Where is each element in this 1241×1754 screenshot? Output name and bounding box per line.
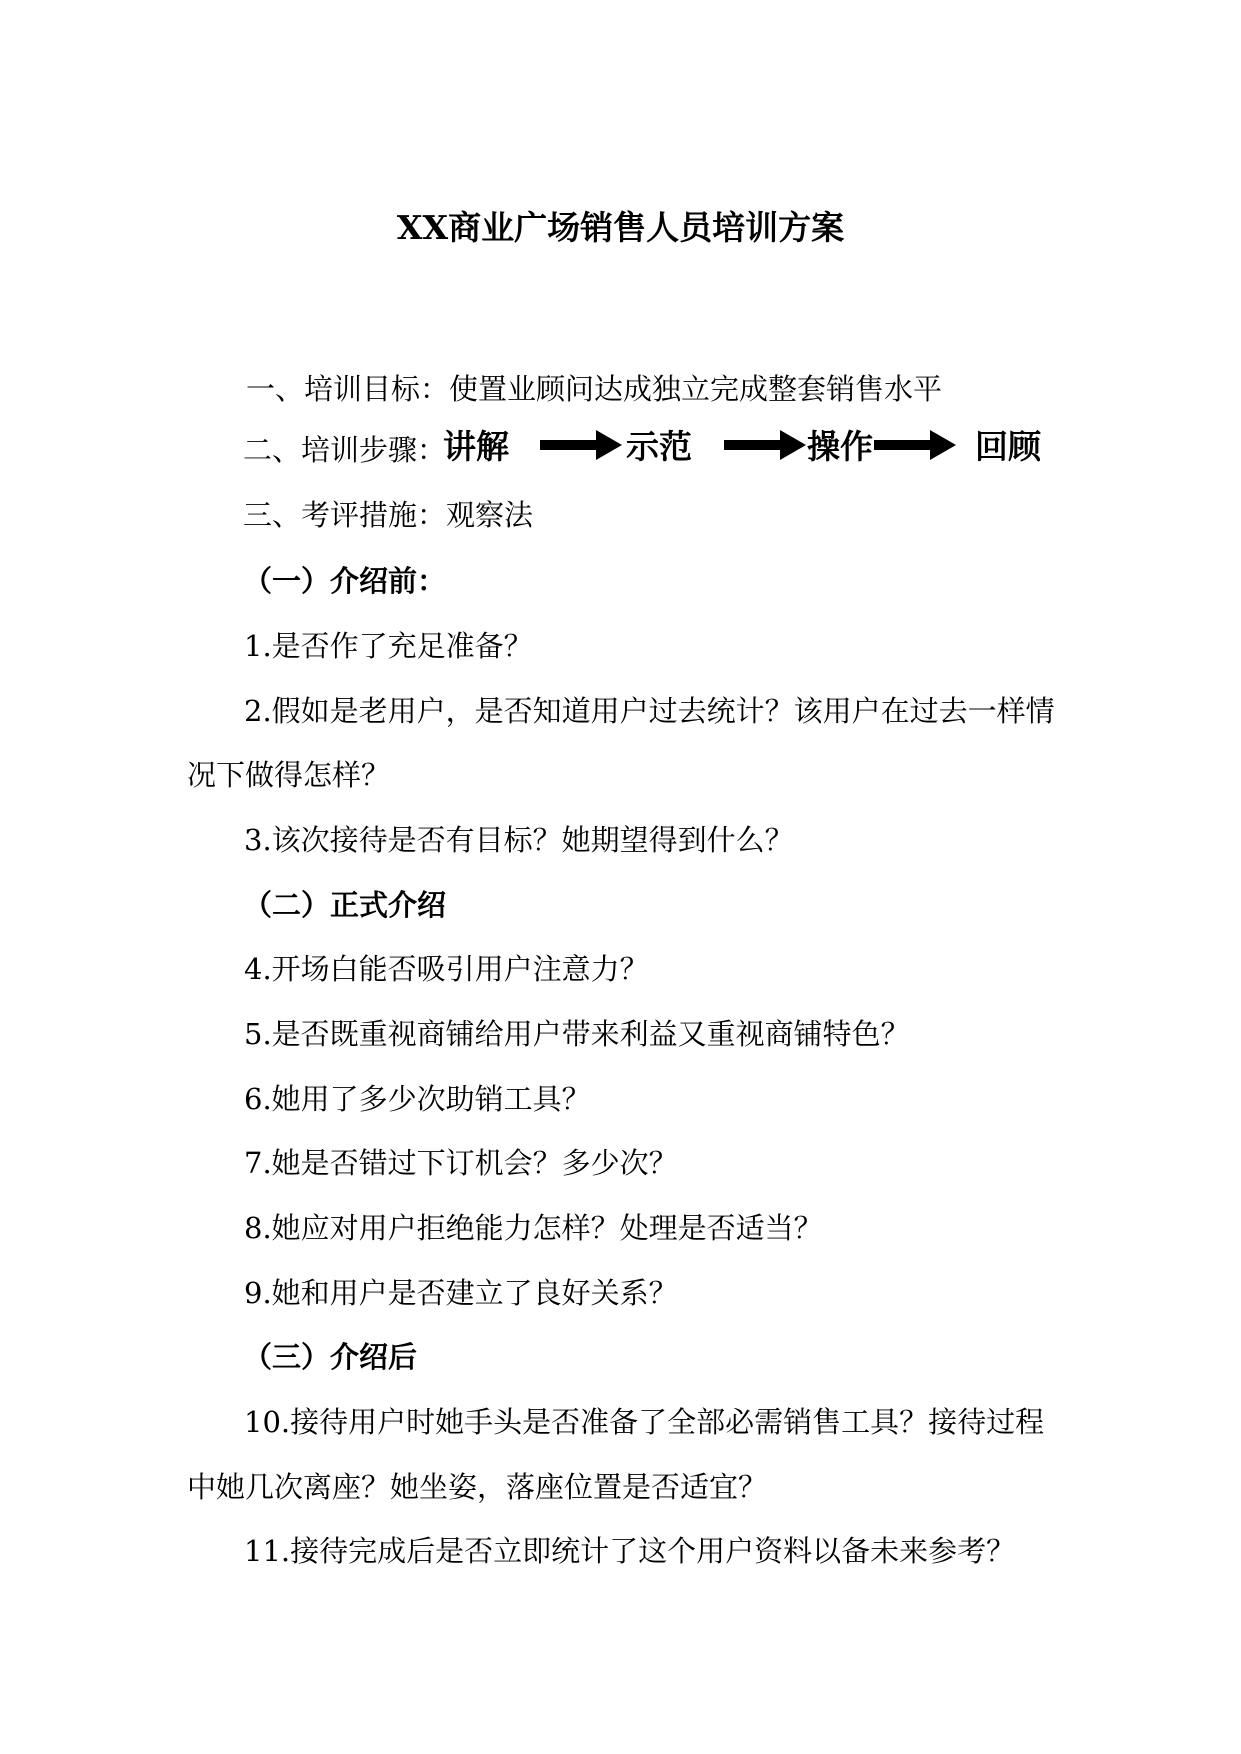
subsection-before-intro: （一）介绍前：	[243, 564, 447, 598]
question-2-line-2: 况下做得怎样？	[187, 758, 391, 792]
document-title: XX商业广场销售人员培训方案	[396, 208, 845, 247]
question-10-line-1: 10.接待用户时她手头是否准备了全部必需销售工具？接待过程	[244, 1405, 1045, 1439]
question-1: 1.是否作了充足准备？	[244, 629, 533, 663]
question-10-line-2: 中她几次离座？她坐姿，落座位置是否适宜？	[187, 1470, 768, 1504]
question-7: 7.她是否错过下订机会？多少次？	[244, 1146, 678, 1180]
section-training-steps-label: 二、培训步骤：	[243, 433, 447, 467]
question-9: 9.她和用户是否建立了良好关系？	[244, 1276, 678, 1310]
section-training-goal: 一、培训目标：使置业顾问达成独立完成整套销售水平	[246, 372, 943, 406]
question-2-line-1: 2.假如是老用户，是否知道用户过去统计？该用户在过去一样情	[244, 694, 1055, 728]
subsection-after-intro: （三）介绍后	[243, 1340, 418, 1374]
step-explain: 讲解	[443, 427, 509, 466]
question-5: 5.是否既重视商铺给用户带来利益又重视商铺特色？	[244, 1017, 910, 1051]
arrow-right-icon	[540, 430, 622, 460]
arrow-right-icon	[724, 430, 806, 460]
section-evaluation: 三、考评措施：观察法	[243, 498, 534, 532]
subsection-formal-intro: （二）正式介绍	[243, 888, 447, 922]
step-review: 回顾	[975, 427, 1041, 466]
step-demonstrate: 示范	[626, 427, 692, 466]
question-8: 8.她应对用户拒绝能力怎样？处理是否适当？	[244, 1211, 823, 1245]
question-11: 11.接待完成后是否立即统计了这个用户资料以备未来参考？	[244, 1534, 1016, 1568]
question-6: 6.她用了多少次助销工具？	[244, 1082, 591, 1116]
question-3: 3.该次接待是否有目标？她期望得到什么？	[244, 823, 794, 857]
arrow-right-icon	[874, 430, 956, 460]
step-operate: 操作	[807, 427, 873, 466]
question-4: 4.开场白能否吸引用户注意力？	[244, 952, 649, 986]
